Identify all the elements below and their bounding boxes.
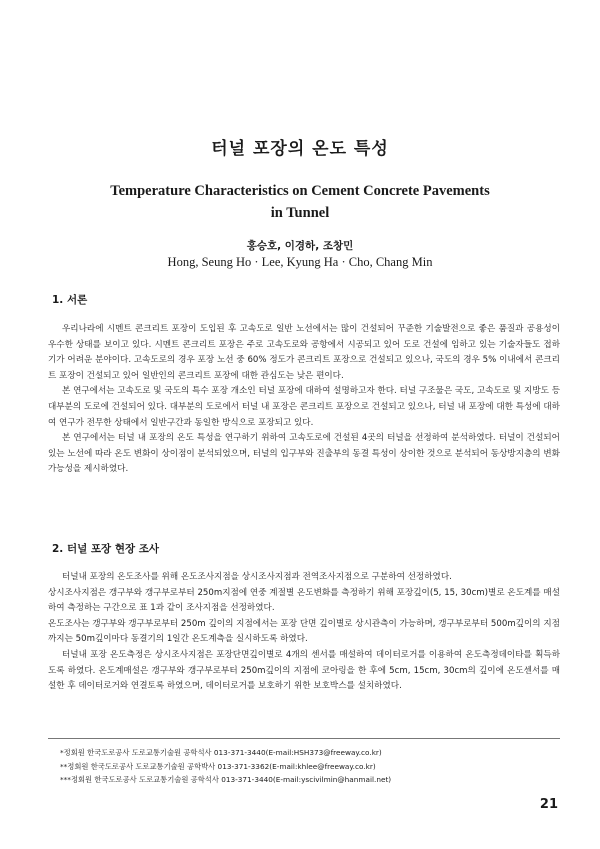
authors-korean: 홍승호, 이경하, 조창민: [246, 240, 354, 252]
section-1-paragraph: 본 연구에서는 고속도로 및 국도의 특수 포장 개소인 터널 포장에 대하여 설명하고자 한다. 터널 구조물은 국도, 고속도로 및 지방도 등 대부분의 도로에 건설되어 있다. 대부분의 도로에서 터널 내 포장은 콘크리트 포장으로 건설되고 있으나, 터널 내 포장에 대한 특성에 대하여 연구가 전무한 상태에서 일반구간과 동일한 방식으로 포장되고 있다.: [48, 386, 560, 428]
footnote-divider: [48, 738, 560, 739]
title-english-line-2: in Tunnel: [270, 205, 330, 221]
section-1-body: [48, 322, 560, 478]
section-1-paragraph: 본 연구에서는 터널 내 포장의 온도 특성을 연구하기 위하여 고속도로에 건설된 4곳의 터널을 선정하여 분석하였다. 터널이 건설되어 있는 노선에 따라 온도 변화이 상이점이 분석되었으며, 터널의 입구부와 진출부의 동결 특성이 상이한 것으로 분석되어 동상방지층의 변화 가능성을 제시하였다.: [48, 433, 560, 475]
footnote-2: **정회원 한국도로공사 도로교통기술원 공학박사 013-371-3362(E-mail:khlee@freeway.co.kr): [60, 761, 376, 771]
footnotes: [60, 746, 540, 787]
section-2-heading: 2. 터널 포장 현장 조사: [52, 543, 160, 555]
page-number: 21: [539, 797, 558, 812]
section-2-paragraph: 상시조사지점은 갱구부와 갱구부로부터 250m지점에 연중 계절별 온도변화를 측정하기 위해 포장깊이(5, 15, 30cm)별로 온도계를 매설하여 측정하는 구간으로 표 1과 같이 조사지점을 선정하였다.: [48, 587, 560, 614]
title-english-line-1: Temperature Characteristics on Cement Concrete Pavements: [110, 183, 490, 199]
section-2-paragraph: 온도조사는 갱구부와 갱구부로부터 250m 깊이의 지점에서는 포장 단면 깊이별로 상시관측이 가능하며, 갱구부로부터 500m깊이의 지점까지는 50m깊이마다 동결기의 1일간 온도계측을 실시하도록 하였다.: [48, 618, 560, 645]
footnote-1: *정회원 한국도로공사 도로교통기술원 공학석사 013-371-3440(E-mail:HSH373@freeway.co.kr): [60, 748, 382, 757]
section-2-paragraph: 터널내 포장 온도측정은 상시조사지점은 포장단면깊이별로 4개의 센서를 매설하여 데이터로거를 이용하여 온도측정데이타를 획득하도록 하였다. 온도계매설은 갱구부와 갱구부로부터 250m깊이의 지점에 코아링을 한 후에 5cm, 15cm, 30cm의 깊이에 온도센서를 매설한 후 데이터로거와 연결토록 하였으며, 데이터로거를 보호하기 위한 보호박스를 설치하였다.: [48, 649, 560, 692]
title-english: [60, 180, 540, 224]
title-korean: 터널 포장의 온도 특성: [211, 139, 389, 159]
section-2-body: [48, 570, 560, 695]
section-2-paragraph: 터널내 포장의 온도조사를 위해 온도조사지점을 상시조사지점과 전역조사지점으로 구분하여 선정하였다.: [62, 572, 452, 582]
footnote-3: ***정회원 한국도로공사 도로교통기술원 공학석사 013-371-3440(E-mail:yscivilmin@hanmail.net): [60, 775, 392, 785]
section-1-heading: 1. 서론: [52, 294, 88, 306]
authors-english: Hong, Seung Ho · Lee, Kyung Ha · Cho, Chang Min: [167, 255, 433, 269]
section-1-paragraph: 우리나라에 시멘트 콘크리트 포장이 도입된 후 고속도로 일반 노선에서는 많이 건설되어 꾸준한 기술발전으로 좋은 품질과 공용성이 우수한 상태를 보이고 있다. 시멘트 콘크리트 포장은 주로 고속도로와 공항에서 시공되고 있어 도로 건설에 임하고 있는 기술자들도 접하기가 어려운 분야이다. 고속도로의 경우 포장 노선 중 60% 정도가 콘크리트 포장으로 건설되고 있으나, 국도의 경우 5% 이내에서 콘크리트 포장이 건설되고 있어 일반인의 콘크리트 포장에 대한 관심도는 낮은 편이다.: [48, 324, 560, 381]
